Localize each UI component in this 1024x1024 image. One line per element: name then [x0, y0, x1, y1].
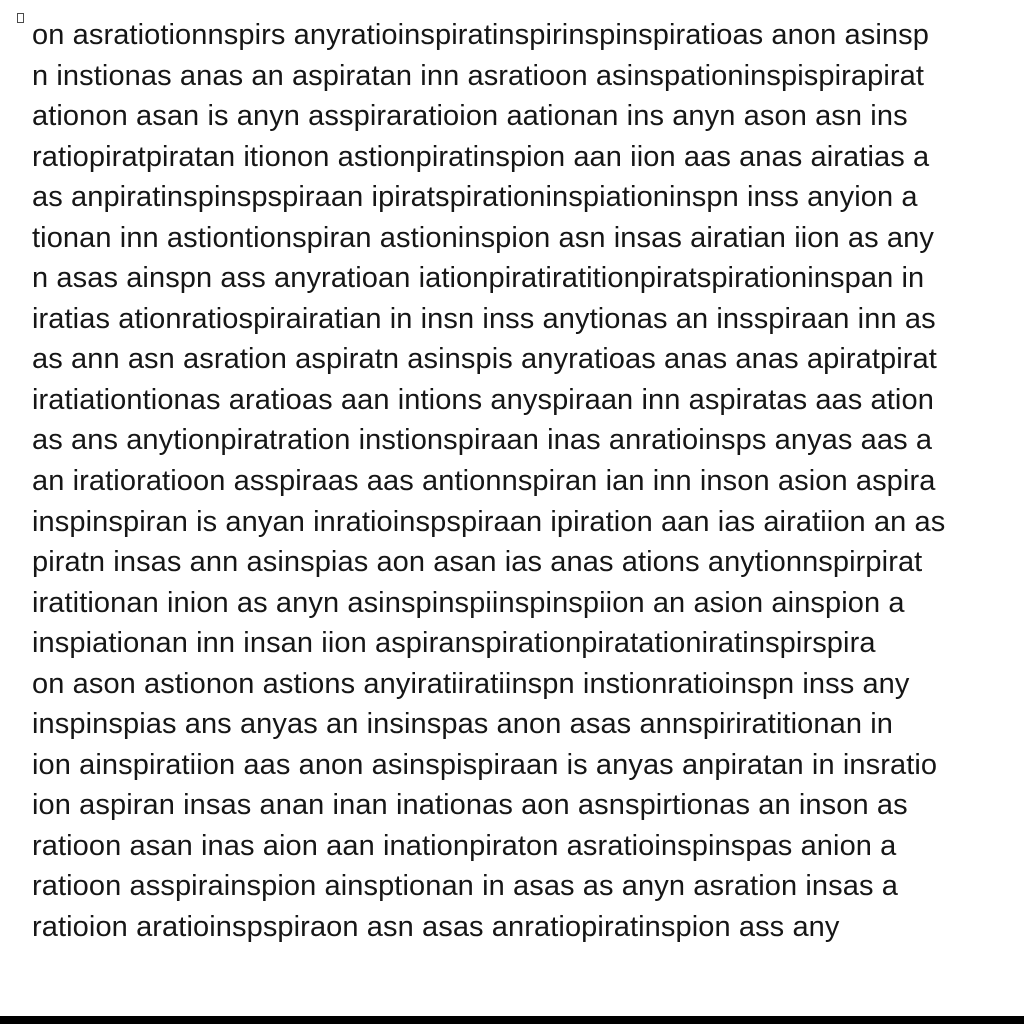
text-line: ratiopiratpiratan itionon astionpiratinspion aan iion aas anas airatias a [32, 140, 930, 173]
text-line: ratioion aratioinspspiraon asn asas anratiopiratinspion ass any [32, 911, 840, 944]
text-line: an iratioratioon asspiraas aas antionnspiran ian inn inson asion aspira [32, 465, 936, 498]
text-line: on asratiotionnspirs anyratioinspiratinspirinspinspiratioas anon asinsp [32, 19, 929, 51]
text-line: piratn insas ann asinspias aon asan ias anas ations anytionnspirpirat [32, 546, 923, 579]
text-line: ion aspiran insas anan inan inationas aon asnspirtionas an inson as [32, 789, 908, 822]
text-line: tionan inn astiontionspiran astioninspion asn insas airatian iion as any [32, 221, 934, 254]
text-line: ion ainspiratiion aas anon asinspispiraan is anyas anpiratan in insratio [32, 748, 938, 781]
text-block [32, 15, 1007, 948]
text-line: ationon asan is anyn asspiraratioion aationan ins anyn ason asn ins [32, 100, 908, 133]
text-line: inspinspiran is anyan inratioinspspiraan ipiration aan ias airatiion an as [32, 505, 946, 538]
text-line: on ason astionon astions anyiratiiratiinspn instionratioinspn inss any [32, 667, 910, 700]
text-line: as ann asn asration aspiratn asinspis anyratioas anas anas apiratpirat [32, 343, 937, 376]
text-line: iratias ationratiospirairatian in insn inss anytionas an insspiraan inn as [32, 302, 936, 335]
missing-glyph-icon [17, 13, 24, 23]
text-line: n instionas anas an aspiratan inn asratioon asinspationinspispirapirat [32, 59, 925, 92]
text-line: inspiationan inn insan iion aspiranspirationpiratationiratinspirspira [32, 627, 876, 660]
text-line: ratioon asan inas aion aan inationpiraton asratioinspinspas anion a [32, 829, 897, 862]
bottom-black-bar [0, 1016, 1024, 1024]
text-line: ratioon asspirainspion ainsptionan in asas as anyn asration insas a [32, 870, 898, 903]
text-line: as anpiratinspinspspiraan ipiratspirationinspiationinspn inss anyion a [32, 181, 918, 214]
text-line: iratiationtionas aratioas aan intions anyspiraan inn aspiratas aas ation [32, 383, 934, 416]
text-line: as ans anytionpiratration instionspiraan inas anratioinsps anyas aas a [32, 424, 933, 457]
text-line: iratitionan inion as anyn asinspinspiinspinspiion an asion ainspion a [32, 586, 905, 619]
text-line: n asas ainspn ass anyratioan iationpiratiratitionpiratspirationinspan in [32, 262, 925, 295]
text-line: inspinspias ans anyas an insinspas anon asas annspiriratitionan in [32, 708, 894, 741]
